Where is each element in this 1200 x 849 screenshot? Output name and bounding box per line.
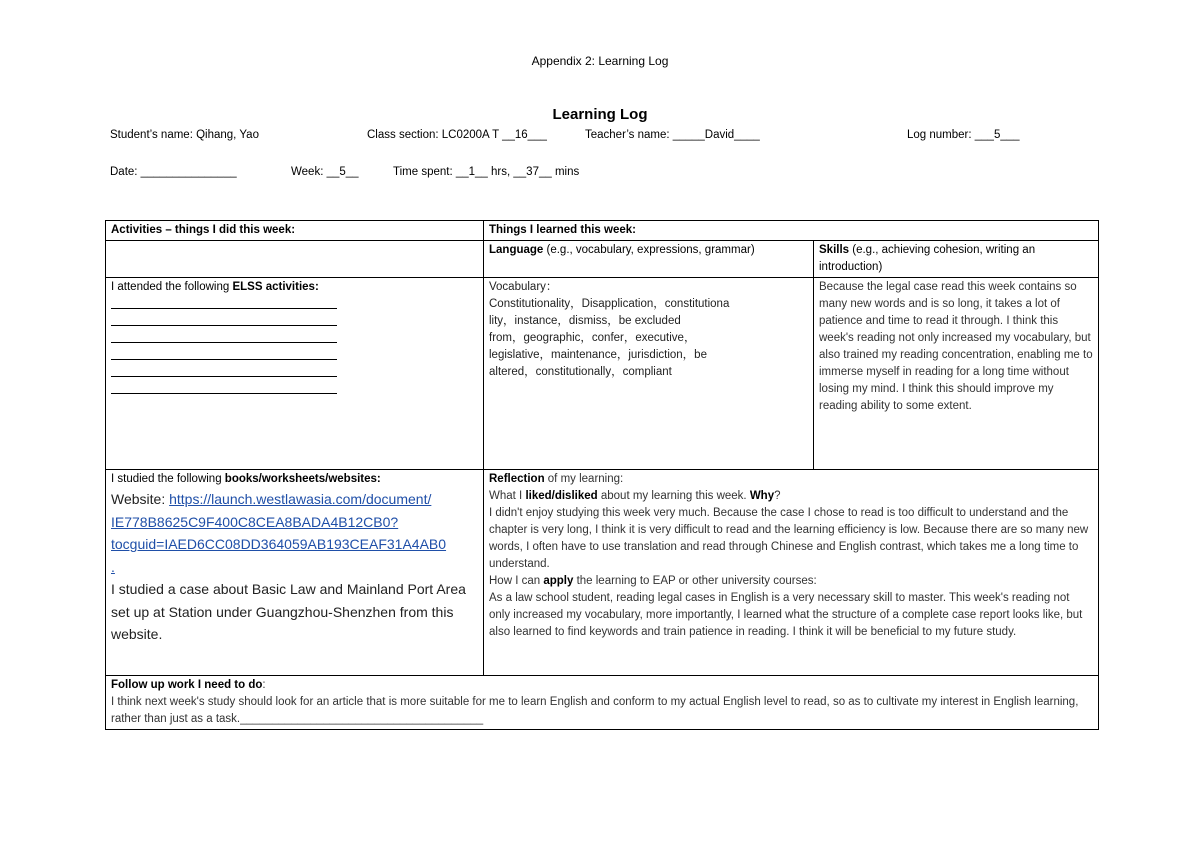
apply-label: apply [543,575,574,587]
vocab-line: Constitutionality，Disapplication，constitutiona [489,298,730,310]
vocab-line: Vocabulary： [489,281,558,293]
vocab-line: from，geographic，confer，executive， [489,332,696,344]
date-field: Date: _______________ [110,166,237,178]
follow-up-colon: : [262,679,266,691]
skills-text: Because the legal case read this week contains so many new words and is so long, it takes a lot of patience and time to read it through. I think this week's reading not only increased my vocabulary, but also trained my reading concentration, enabling me to immerse myself in reading for a long time without losing my mind. I think this should improve my reading ability to some extent. [814,278,1099,470]
teacher-name: Teacher’s name: _____David____ [585,129,760,141]
vocab-line: altered，constitutionally，compliant [489,366,672,378]
skills-label [814,241,1099,278]
apply-rest: the learning to EAP or other university courses: [573,575,817,587]
follow-up-text: I think next week's study should look for an article that is more suitable for me to learn English and conform to my actual English level to read, so as to cultivate my interest in English learning, rather than just as a task. [111,696,1079,725]
follow-up-label: Follow up work I need to do [111,679,263,691]
reflection-rest: of my learning: [544,473,624,485]
week-field: Week: __5__ [291,166,359,178]
blank-line [111,326,337,343]
what-middle: about my learning this week. [597,490,750,502]
vocab-line: lity，instance，dismiss，be excluded [489,315,681,327]
apply-text: As a law school student, reading legal cases in English is a very necessary skill to master. This week's reading not only increased my vocabulary, more importantly, I learned what the structure of a complete case report looks like, but also learned to find keywords and train patience in reading. I think it will be beneficial to my future study. [489,592,1083,638]
blank-line [111,360,337,377]
appendix-heading: Appendix 2: Learning Log [531,54,669,68]
blank-line [111,296,337,309]
language-label-bold: Language [489,244,544,256]
follow-up-underline: ______________________________________ [240,713,484,725]
website-label: Website: [111,491,170,507]
books-prefix: I studied the following [111,473,225,485]
blank-line [111,309,337,326]
time-spent: Time spent: __1__ hrs, __37__ mins [393,166,580,178]
website-link[interactable]: . [111,558,115,575]
reflection-text: I didn't enjoy studying this week very much. Because the case I chose to read is too difficult to understand and the chapter is very long, I think it is very difficult to read and the learning efficiency is low. Because there are so many new words, I often have to use translation and read through Chinese and English contrast, which takes me a long time to understand. [489,507,1089,570]
what-prefix: What I [489,490,526,502]
skills-label-rest: (e.g., achieving cohesion, writing an introduction) [819,244,1036,273]
language-label [484,241,814,278]
books-description: I studied a case about Basic Law and Mainland Port Area set up at Station under Guangzhou-Shenzhen from this website. [111,581,466,642]
reflection-label: Reflection [489,473,545,485]
table-row [106,676,1099,730]
what-question-mark: ? [774,490,781,502]
page-title: Learning Log [552,106,648,123]
table-row [106,241,1099,278]
why-label: Why [749,490,775,502]
skills-label-bold: Skills [819,244,850,256]
learning-log-table [105,220,1099,730]
table-row [106,221,1099,241]
blank-line [111,377,337,394]
books-label: books/worksheets/websites: [224,473,381,485]
website-link[interactable]: IE778B8625C9F400C8CEA8BADA4B12CB0? [111,513,399,530]
follow-up-cell [106,676,1099,730]
vocab-line: legislative，maintenance，jurisdiction，be [489,349,707,361]
student-name: Student’s name: Qihang, Yao [110,129,259,141]
empty-cell [106,241,484,278]
apply-prefix: How I can [489,575,544,587]
vocabulary-cell [484,278,814,470]
learned-header: Things I learned this week: [484,221,1099,241]
activities-header: Activities – things I did this week: [106,221,484,241]
elss-activities-cell [106,278,484,470]
language-label-rest: (e.g., vocabulary, expressions, grammar) [543,244,755,256]
books-cell [106,470,484,676]
log-number: Log number: ___5___ [907,129,1020,141]
website-link[interactable]: https://launch.westlawasia.com/document/ [169,491,432,507]
elss-label: ELSS activities: [232,281,319,293]
blank-line [111,343,337,360]
elss-prefix: I attended the following [111,281,233,293]
table-row [106,278,1099,470]
liked-disliked-label: liked/disliked [525,490,598,502]
reflection-cell [484,470,1099,676]
table-row [106,470,1099,676]
website-link[interactable]: tocguid=IAED6CC08DD364059AB193CEAF31A4AB0 [111,536,447,552]
class-section: Class section: LC0200A T __16___ [367,129,547,141]
